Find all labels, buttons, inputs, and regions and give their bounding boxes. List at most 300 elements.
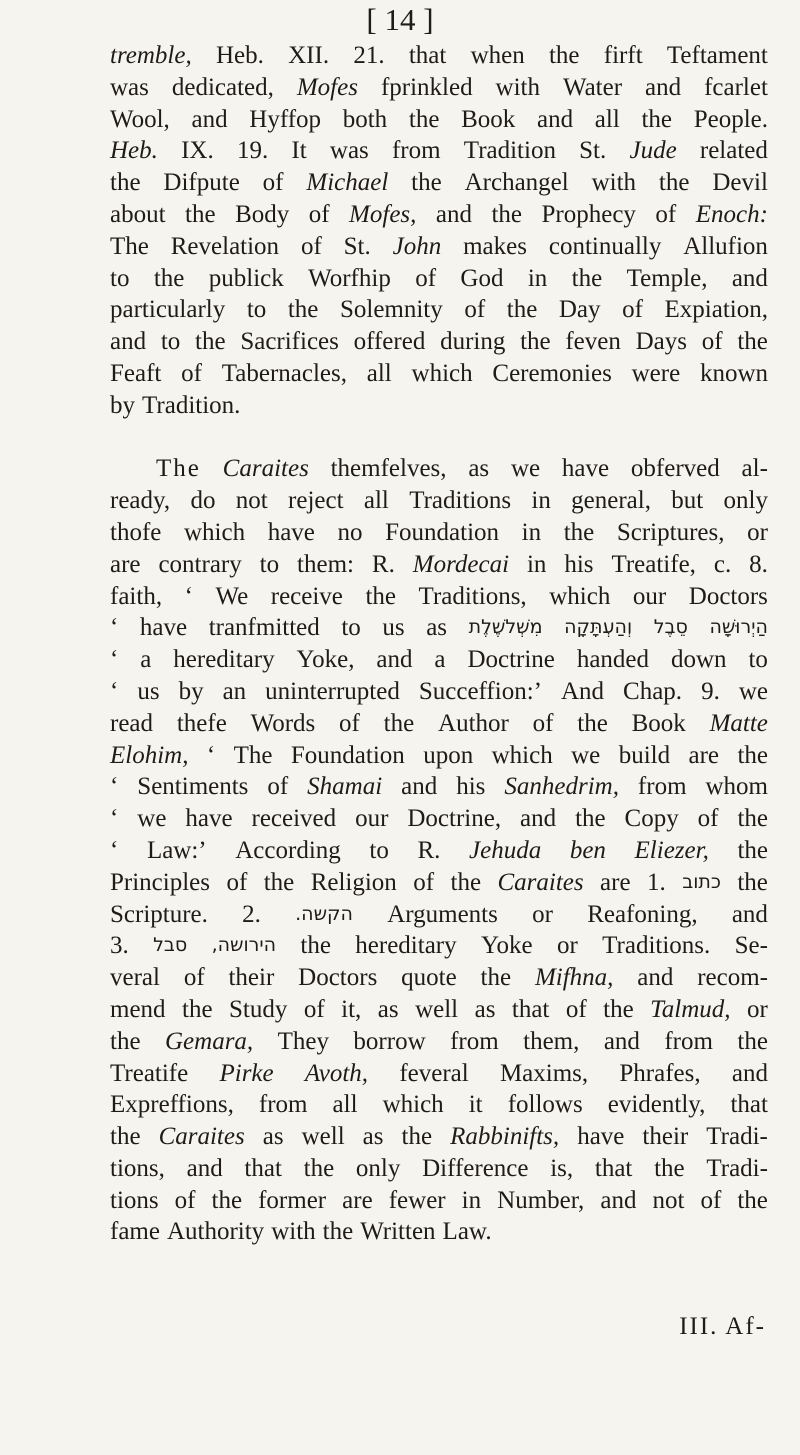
word: have (139, 614, 188, 642)
word: mend (110, 995, 166, 1023)
word: which (549, 582, 611, 610)
word: Sanhedrim, (504, 773, 619, 801)
word: and (731, 1059, 768, 1087)
word: They (277, 1027, 329, 1055)
word: continually (548, 232, 662, 260)
word: Water (562, 73, 623, 101)
word: with (271, 1218, 316, 1246)
word: 9. (701, 677, 720, 705)
word: Law. (442, 1218, 492, 1246)
word: that (594, 1154, 633, 1182)
word: Doctors (688, 582, 768, 610)
word: from (391, 137, 441, 165)
word: well (415, 995, 459, 1023)
word: from (450, 1027, 499, 1055)
word: ready, (110, 487, 171, 515)
word: us (137, 677, 160, 705)
word: Mofes, (349, 200, 417, 228)
word: Eliezer, (634, 836, 709, 864)
word: Expreffions, (110, 1091, 234, 1119)
word: הירושה, (211, 934, 277, 957)
word: was (110, 73, 149, 101)
word: כתוב (682, 870, 721, 893)
word: and (401, 773, 438, 801)
word: as (468, 455, 490, 483)
word: as (262, 1123, 284, 1151)
word: of (565, 995, 587, 1023)
word: According (235, 836, 341, 864)
word: 3. (110, 932, 129, 960)
word: Matte (709, 709, 768, 737)
text-line (110, 612, 768, 644)
text-line (110, 390, 768, 422)
word: read (110, 709, 154, 737)
word: an (222, 677, 247, 705)
word: ‘ (110, 614, 119, 642)
word: which (382, 1091, 444, 1119)
word: the (383, 709, 415, 737)
word: we (571, 741, 601, 769)
word: Sacrifices (240, 328, 339, 356)
word: ‘ (110, 773, 119, 801)
word: themfelves, (330, 455, 447, 483)
word: Scriptures, (616, 518, 725, 546)
text-line (110, 517, 768, 549)
word: the (737, 1186, 768, 1214)
word: Phrafes, (619, 1059, 701, 1087)
word: by (110, 391, 135, 419)
word: have (561, 455, 610, 483)
word: of (303, 995, 325, 1023)
word: the (110, 1027, 141, 1055)
word: ‘ (110, 646, 119, 674)
word: the (571, 264, 603, 292)
text-line (110, 294, 768, 326)
word: The (233, 741, 273, 769)
word: build (618, 741, 671, 769)
word: Jehuda (469, 836, 542, 864)
word: of (655, 200, 677, 228)
word: סבל (153, 934, 188, 957)
text-line (110, 899, 768, 931)
word: known (699, 359, 768, 387)
word: the (575, 805, 606, 833)
word: Yoke (480, 932, 533, 960)
word: hereditary (355, 932, 457, 960)
word: Hyffop (249, 105, 322, 133)
text-line (110, 676, 768, 708)
word: related (699, 137, 768, 165)
word: was (329, 137, 369, 165)
word: are (342, 1186, 373, 1214)
word: tions (110, 1186, 159, 1214)
text-line (110, 40, 768, 72)
word: in (521, 518, 542, 546)
word: Succeffion:’ (418, 677, 542, 705)
word: them, (523, 1027, 580, 1055)
text-line (110, 1153, 768, 1185)
word: to (160, 328, 181, 356)
word: no (337, 518, 363, 546)
word: R. (371, 550, 395, 578)
text-line (110, 231, 768, 263)
word: of (183, 964, 205, 992)
word: fewer (388, 1186, 446, 1214)
word: or (532, 900, 553, 928)
word: Allufion (683, 232, 768, 260)
word: with (495, 73, 540, 101)
word: all (366, 359, 392, 387)
word: or (556, 932, 578, 960)
word: Worfhip (308, 264, 391, 292)
word: of (697, 805, 719, 833)
word: the (303, 1154, 335, 1182)
word: 2. (242, 900, 261, 928)
page-number: [ 14 ] (366, 2, 434, 37)
word: faith, (110, 582, 163, 610)
word: but (671, 487, 704, 515)
word: the (365, 582, 396, 610)
word: thofe (110, 518, 162, 546)
word: the (110, 169, 141, 197)
text-line (110, 1058, 768, 1090)
word: St. (579, 137, 607, 165)
word: The (110, 232, 149, 260)
word: Wool, (110, 105, 170, 133)
word: received (251, 805, 337, 833)
word: the (737, 836, 768, 864)
word: as (474, 995, 496, 1023)
word: the (491, 200, 523, 228)
word: Treatife, (611, 550, 696, 578)
word: the (658, 169, 690, 197)
catchword: III. Af- (679, 1313, 766, 1340)
word: have (577, 1123, 625, 1151)
word: in (461, 1186, 482, 1214)
word: al- (741, 455, 768, 483)
word: Elohim, (110, 741, 189, 769)
word: XII. (288, 42, 330, 69)
word: us (382, 614, 405, 642)
word: and (376, 646, 413, 674)
text-line (110, 644, 768, 676)
word: that (730, 1091, 768, 1119)
word: 1. (647, 868, 666, 896)
text-line (110, 835, 768, 867)
text-line (110, 1121, 768, 1153)
word: in (527, 264, 548, 292)
word: Se- (734, 932, 768, 960)
word: which (183, 518, 246, 546)
word: the (195, 328, 226, 356)
word: Body (235, 200, 290, 228)
word: and (645, 73, 682, 101)
word: Tradi- (706, 1154, 768, 1182)
word: Number, (497, 1186, 585, 1214)
word: of (622, 296, 643, 324)
text-line (110, 358, 768, 390)
word: and (731, 264, 768, 292)
word: ben (569, 836, 606, 864)
word: it (468, 1091, 483, 1119)
word: to (748, 646, 768, 674)
word: סֵבֶל (653, 616, 688, 639)
word: that (244, 1154, 282, 1182)
word: וְהַעְתָּקָה (564, 616, 633, 639)
word: tranfmitted (208, 614, 320, 642)
word: it, (341, 995, 362, 1023)
word: 21. (353, 42, 385, 69)
word: reject (288, 487, 344, 515)
word: the (110, 1123, 141, 1151)
text-line (110, 867, 768, 899)
word: Principles (110, 868, 210, 896)
word: Day (558, 296, 601, 324)
word: Mifhna, (534, 964, 614, 992)
word: his (456, 773, 486, 801)
text-line (110, 708, 768, 740)
word: Yoke, (296, 646, 355, 674)
word: and (637, 964, 674, 992)
word: of (300, 232, 322, 260)
text-line (110, 549, 768, 581)
word: uninterrupted (265, 677, 400, 705)
word: Shamai (307, 773, 383, 801)
word: The (156, 455, 201, 483)
word: not (652, 1186, 685, 1214)
word: were (631, 359, 681, 387)
word: Archangel (464, 169, 569, 197)
word: tions, (110, 1154, 165, 1182)
word: of (532, 709, 554, 737)
word: that (408, 42, 447, 69)
word: recom- (697, 964, 768, 992)
word: of (413, 868, 435, 896)
word: both (342, 105, 388, 133)
word: about (110, 200, 166, 228)
word: Teftament (666, 42, 768, 69)
text-line (110, 1185, 768, 1217)
word: quote (401, 964, 457, 992)
word: Tabernacles, (221, 359, 347, 387)
word: which (411, 359, 473, 387)
word: the (737, 868, 768, 896)
word: in (526, 550, 547, 578)
word: 19. (236, 137, 269, 165)
text-line (110, 167, 768, 199)
word: Chap. (623, 677, 683, 705)
word: feveral (399, 1059, 469, 1087)
word: Maxims, (499, 1059, 589, 1087)
word: of (415, 264, 437, 292)
word: all (332, 1091, 358, 1119)
text-line (110, 1216, 768, 1248)
word: have (267, 518, 315, 546)
word: our (632, 582, 667, 610)
word: and (603, 1027, 640, 1055)
word: of (174, 1186, 196, 1214)
word: Heb. (110, 137, 158, 165)
word: feven (565, 328, 621, 356)
word: It (291, 137, 307, 165)
word: of (701, 328, 723, 356)
word: the (263, 868, 295, 896)
word: and (110, 328, 147, 356)
word: evidently, (607, 1091, 706, 1119)
word: to (246, 296, 267, 324)
word: follows (507, 1091, 583, 1119)
word: מִשְׁלשֶׁלֶת (468, 616, 543, 639)
word: receive (270, 582, 343, 610)
word: to (369, 836, 389, 864)
word: the (603, 995, 634, 1023)
word: only (355, 1154, 401, 1182)
word: and (186, 1154, 223, 1182)
word: Heb. (215, 42, 264, 69)
word: Prophecy (541, 200, 636, 228)
word: Traditions, (418, 582, 527, 610)
word: firft (603, 42, 643, 69)
word: and (435, 200, 472, 228)
word: Avoth, (304, 1059, 369, 1087)
word: Jude (629, 137, 677, 165)
word: by (178, 677, 204, 705)
word: well (301, 1123, 345, 1151)
word: IX. (181, 137, 214, 165)
word: Devil (712, 169, 768, 197)
word: Treatife (110, 1059, 189, 1087)
word: Study (229, 995, 288, 1023)
word: handed (576, 646, 650, 674)
word: Doctrine, (407, 805, 502, 833)
word: Mordecai (412, 550, 510, 578)
word: to (341, 614, 361, 642)
word: of (308, 200, 330, 228)
word: obferved (630, 455, 720, 483)
word: we (137, 805, 167, 833)
word: Temple, (626, 264, 708, 292)
word: of (464, 296, 486, 324)
word: from (637, 773, 687, 801)
word: a (434, 646, 446, 674)
word: the (737, 741, 768, 769)
word: the (548, 42, 580, 69)
word: their (642, 1123, 689, 1151)
text-line (110, 581, 768, 613)
word: his (564, 550, 594, 578)
word: in (531, 487, 551, 515)
text-line (110, 930, 768, 962)
word: Talmud, (650, 995, 731, 1023)
word: the (450, 868, 482, 896)
word: particularly (110, 296, 226, 324)
text-line (110, 199, 768, 231)
word: dedicated, (171, 73, 274, 101)
word: we (510, 455, 541, 483)
word: the (322, 1218, 354, 1246)
word: not (235, 487, 268, 515)
word: ‘ (110, 805, 119, 833)
word: Rabbinifts, (450, 1123, 560, 1151)
text-line (110, 1026, 768, 1058)
word: Reafoning, (587, 900, 698, 928)
word: ‘ (206, 741, 216, 769)
word: the (153, 264, 185, 292)
word: the (480, 964, 512, 992)
word: our (355, 805, 389, 833)
word: Traditions (409, 487, 512, 515)
word: הקשה. (295, 902, 353, 925)
word: or (747, 995, 768, 1023)
word: them: (297, 550, 354, 578)
word: the (737, 1027, 768, 1055)
word: of (339, 709, 360, 737)
word: their (228, 964, 275, 992)
word: ‘ (110, 677, 119, 705)
word: the (737, 328, 768, 356)
word: contrary (158, 550, 242, 578)
word: Caraites (222, 455, 309, 483)
word: borrow (353, 1027, 426, 1055)
word: Tradition (463, 137, 556, 165)
word: down (670, 646, 727, 674)
word: R. (417, 836, 441, 864)
word: offered (353, 328, 426, 356)
word: and (536, 105, 574, 133)
word: Revelation (170, 232, 280, 260)
word: of (700, 1186, 722, 1214)
word: Feaft (110, 359, 162, 387)
word: general, (571, 487, 651, 515)
word: tremble, (110, 42, 192, 69)
word: all (594, 105, 620, 133)
text-line (110, 994, 768, 1026)
word: do (190, 487, 216, 515)
word: the (641, 105, 673, 133)
word: and (520, 805, 557, 833)
word: Enoch: (695, 200, 768, 228)
word: Authority (166, 1218, 265, 1246)
word: whom (705, 773, 768, 801)
word: Sentiments (137, 773, 249, 801)
word: have (185, 805, 233, 833)
text-line (110, 485, 768, 517)
word: that (511, 995, 550, 1023)
word: thefe (176, 709, 227, 737)
word: God (460, 264, 504, 292)
word: of (267, 773, 289, 801)
word: the (737, 805, 768, 833)
word: Doctrine (467, 646, 555, 674)
word: Book (461, 105, 516, 133)
word: from (258, 1091, 308, 1119)
word: as (426, 614, 448, 642)
word: the (182, 995, 213, 1023)
word: And (560, 677, 605, 705)
text-line (110, 962, 768, 994)
word: ‘ (184, 582, 193, 610)
word: Tradition. (142, 391, 241, 419)
word: הַיְרוּשָׁה (709, 616, 768, 639)
word: People. (693, 105, 768, 133)
word: Religion (310, 868, 397, 896)
word: Book (631, 709, 686, 737)
word: is, (550, 1154, 574, 1182)
word: the (211, 1186, 243, 1214)
word: the (520, 328, 551, 356)
text-line (110, 771, 768, 803)
word: Solemnity (339, 296, 443, 324)
